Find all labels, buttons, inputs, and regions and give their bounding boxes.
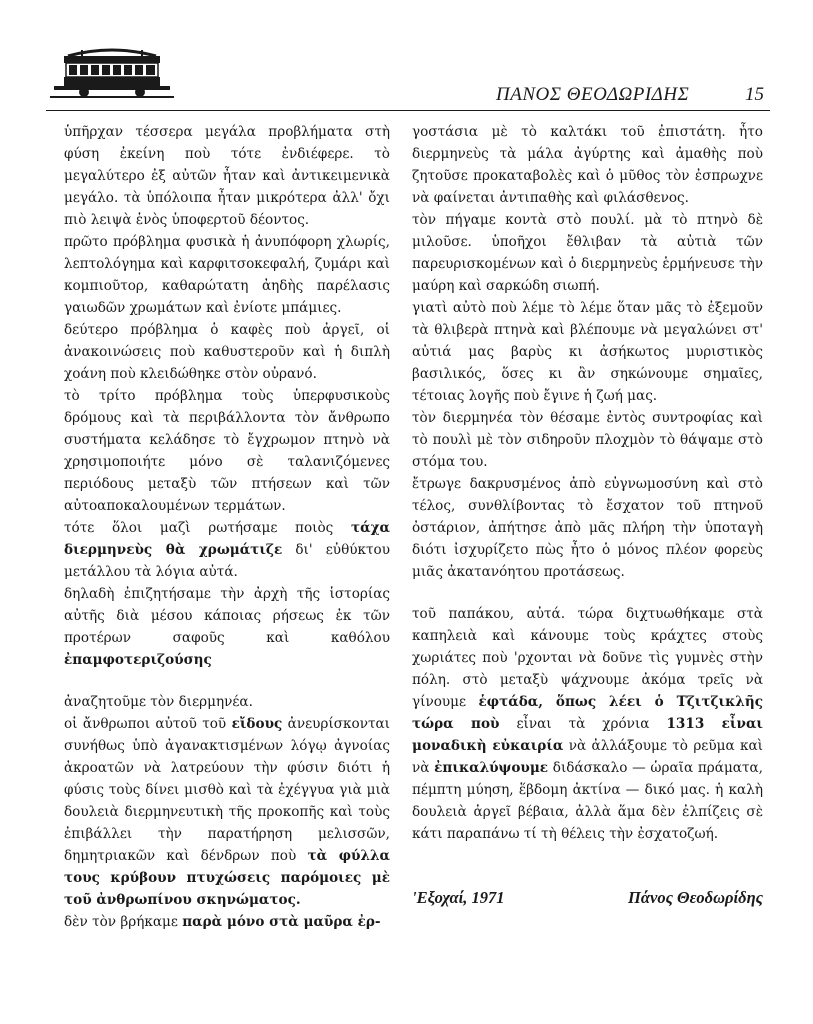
left-column (64, 121, 390, 933)
bold-run: ἐπικαλύψουμε (434, 760, 549, 776)
paragraph (64, 583, 390, 671)
bold-run: παρὰ μόνο στὰ μαῦρα ἐρ- (182, 914, 381, 930)
text-run: δηλαδὴ ἐπιζητήσαμε τὴν ἀρχὴ τῆς ἱστορίας αὐτῆς διὰ μέσου κάποιας ρήσεως ἐκ τῶν προτέρων σαφοῦς καὶ καθόλου (64, 586, 390, 646)
paragraph: τὸν πήγαμε κοντὰ στὸ πουλί. μὰ τὸ πτηνὸ δὲ μιλοῦσε. ὑποῆχοι ἔθλιβαν τὰ αὐτιὰ τῶν παρευρισκομένων καὶ ὁ διερμηνεὺς ἑρμήνευσε τὴν μαύρη καὶ σαρκώδη σιωπή. (412, 212, 763, 294)
bold-run: τὰ φύλλα τους κρύβουν πτυχώσεις παρόμοιες μὲ τοῦ ἀνθρωπίνου σκηνώματος. (64, 848, 390, 908)
text-run: δι' εὐθύκτου μετάλλου τὰ λόγια αὐτά. (64, 542, 390, 580)
paragraph: τὸ τρίτο πρόβλημα τοὺς ὑπερφυσικοὺς δρόμους καὶ τὰ περιβάλλοντα τὸν ἄνθρωπο συστήματα κελάδησε τὸ ἔγχρωμον πτηνὸ νὰ χρησιμοποιήτε μόνο σὲ ταλανιζόμενες περιόδους μεταξὺ τῶν πτήσεων καὶ τῶν αὐτοαποκαλουμένων τερμάτων. (64, 388, 390, 514)
paragraph (64, 517, 390, 583)
paragraph: δεύτερο πρόβλημα ὁ καφὲς ποὺ ἀργεῖ, οἱ ἀνακοινώσεις ποὺ καθυστεροῦν καὶ ἡ διπλὴ χοάνη ποὺ κλειδώθηκε στὸν οὐρανό. (64, 322, 390, 382)
running-head (478, 84, 764, 108)
header-rule (46, 110, 770, 111)
paragraph: γοστάσια μὲ τὸ καλτάκι τοῦ ἐπιστάτη. ἦτο διερμηνεὺς τὰ μάλα ἀγύρτης καὶ ἀμαθὴς ποὺ ζητοῦσε προκαταβολὲς καὶ ὁ μῦθος τὸν ἐσπρωχνε νὰ φαίνεται ἀντιπαθὴς καὶ φιλάσθενος. (412, 124, 763, 206)
author-name: ΠΑΝΟΣ ΘΕΟΔΩΡΙΔΗΣ (496, 84, 690, 105)
bold-run: 1313 εἶναι μοναδικὴ εὐκαιρία (412, 716, 763, 754)
paragraph (64, 911, 390, 933)
text-run: τότε ὅλοι μαζὶ ρωτήσαμε ποιὸς (64, 520, 351, 536)
paragraph (412, 603, 763, 845)
paragraph: τὸν διερμηνέα τὸν θέσαμε ἐντὸς συντροφίας καὶ τὸ πουλὶ μὲ τὸν σιδηροῦν πλοχμὸν τὸ θάψαμε στὸ στόμα του. (412, 410, 763, 470)
author-signature: Πάνος Θεοδωρίδης (628, 888, 763, 907)
text-run: τοῦ παπάκου, αὐτά. τώρα διχτυωθήκαμε στὰ καπηλειὰ καὶ κάνουμε τοὺς κράχτες στοὺς χωριάτες ποὺ 'ρχονται νὰ δοῦνε τὶς γυμνὲς στὴν πόλη. στὸ μεταξὺ ψάχνουμε ἀκόμα τρεῖς νὰ γίνουμε (412, 606, 763, 710)
paragraph: γιατὶ αὐτὸ ποὺ λέμε τὸ λέμε ὅταν μᾶς τὸ ἐξεμοῦν τὰ θλιβερὰ πτηνὰ καὶ βλέπουμε νὰ μεγαλώνει στ' αὐτιά μας βαρὺς κι ἀσήκωτος μυριστικὸς βασιλικός, ὅσες κι ἂν σηκώνουμε σημαῖες, τέτοιας λογῆς ποὺ ἔγινε ἡ ζωή μας. (412, 300, 763, 404)
paragraph: ἀναζητοῦμε τὸν διερμηνέα. (64, 694, 253, 710)
signature (412, 888, 763, 914)
paragraph: ἔτρωγε δακρυσμένος ἀπὸ εὐγνωμοσύνη καὶ στὸ τέλος, συνθλίβοντας τὸ ἔσχατον τοῦ πτηνοῦ ὀστάριον, ἀπήτησε ἀπὸ μᾶς πλήρη τὴν ὑποταγὴ διότι ἰσχυρίζετο πὼς ἦτο ὁ μόνος πλέον φορεὺς μιᾶς ἀκατανόητου προτάσεως. (412, 476, 763, 580)
text-run: διδάσκαλο — ὡραῖα πράματα, πέμπτη μύηση, ἕβδομη ἀκτίνα — δικό μας. ἡ καλὴ δουλειὰ ἀργεῖ βέβαια, ἀλλὰ ἅμα δὲν ἐλπίζεις σὲ κάτι παραπάνω τί τὴ θέλεις τὴν ἐσχατοζωή. (412, 760, 764, 842)
text-run: δὲν τὸν βρήκαμε (64, 914, 183, 930)
bold-run: τάχα διερμηνεὺς θὰ χρωμάτιζε (64, 520, 390, 558)
page-number: 15 (745, 84, 764, 105)
paragraph (64, 713, 390, 911)
paragraph: πρῶτο πρόβλημα φυσικὰ ἡ ἀνυπόφορη χλωρίς, λεπτολόγημα καὶ καρφιτσοκεφαλή, ζυμάρι καὶ κομπιοῦτορ, καθαρώτατη ἀηδὴς παρέλασις γαιωδῶν χρωμάτων καὶ ἐνίοτε μπάμιες. (64, 234, 390, 316)
bold-run: ἑφτάδα, ὅπως λέει ὁ Τζιτζικλῆς τώρα ποὺ (412, 694, 763, 732)
paragraph: ὑπῆρχαν τέσσερα μεγάλα προβλήματα στὴ φύση ἐκείνη ποὺ τότε ἐνδιέφερε. τὸ μεγαλύτερο ἐξ αὐτῶν ἦταν καὶ ἀντικειμενικὰ μεγάλο. τὰ ὑπόλοιπα ἦταν μικρότερα ἀλλ' ὄχι πιὸ λειψὰ ἑνὸς ὑποφερτοῦ δέοντος. (64, 124, 390, 228)
bold-run: εἴδους (231, 716, 283, 732)
text-run: νὰ ἀλλάξουμε τὸ ρεῦμα καὶ νὰ (412, 738, 763, 776)
text-run: εἶναι τὰ χρόνια (499, 716, 667, 732)
tram-car-icon (50, 42, 174, 100)
text-run: οἱ ἄνθρωποι αὐτοῦ τοῦ (64, 716, 232, 732)
text-run: ἀνευρίσκονται συνήθως ὑπὸ ἀγανακτισμένων λόγῳ ἀγνοίας ἀκροατῶν νὰ λατρεύουν τὴν φύσιν διότι ἡ φύσις τοὺς δίνει μισθὸ καὶ τὰ ἐχέγγυα γιὰ μιὰ δουλειὰ διερμηνευτικὴ τῆς προκοπῆς καὶ τοὺς ἐπιβάλλει τὴν παρατήρηση μελισσῶν, δημητριακῶν καὶ δένδρων ποὺ (64, 716, 390, 864)
place-date: 'Εξοχαί, 1971 (412, 888, 505, 907)
bold-run: ἐπαμφοτεριζούσης (64, 652, 212, 668)
right-column (412, 121, 763, 845)
